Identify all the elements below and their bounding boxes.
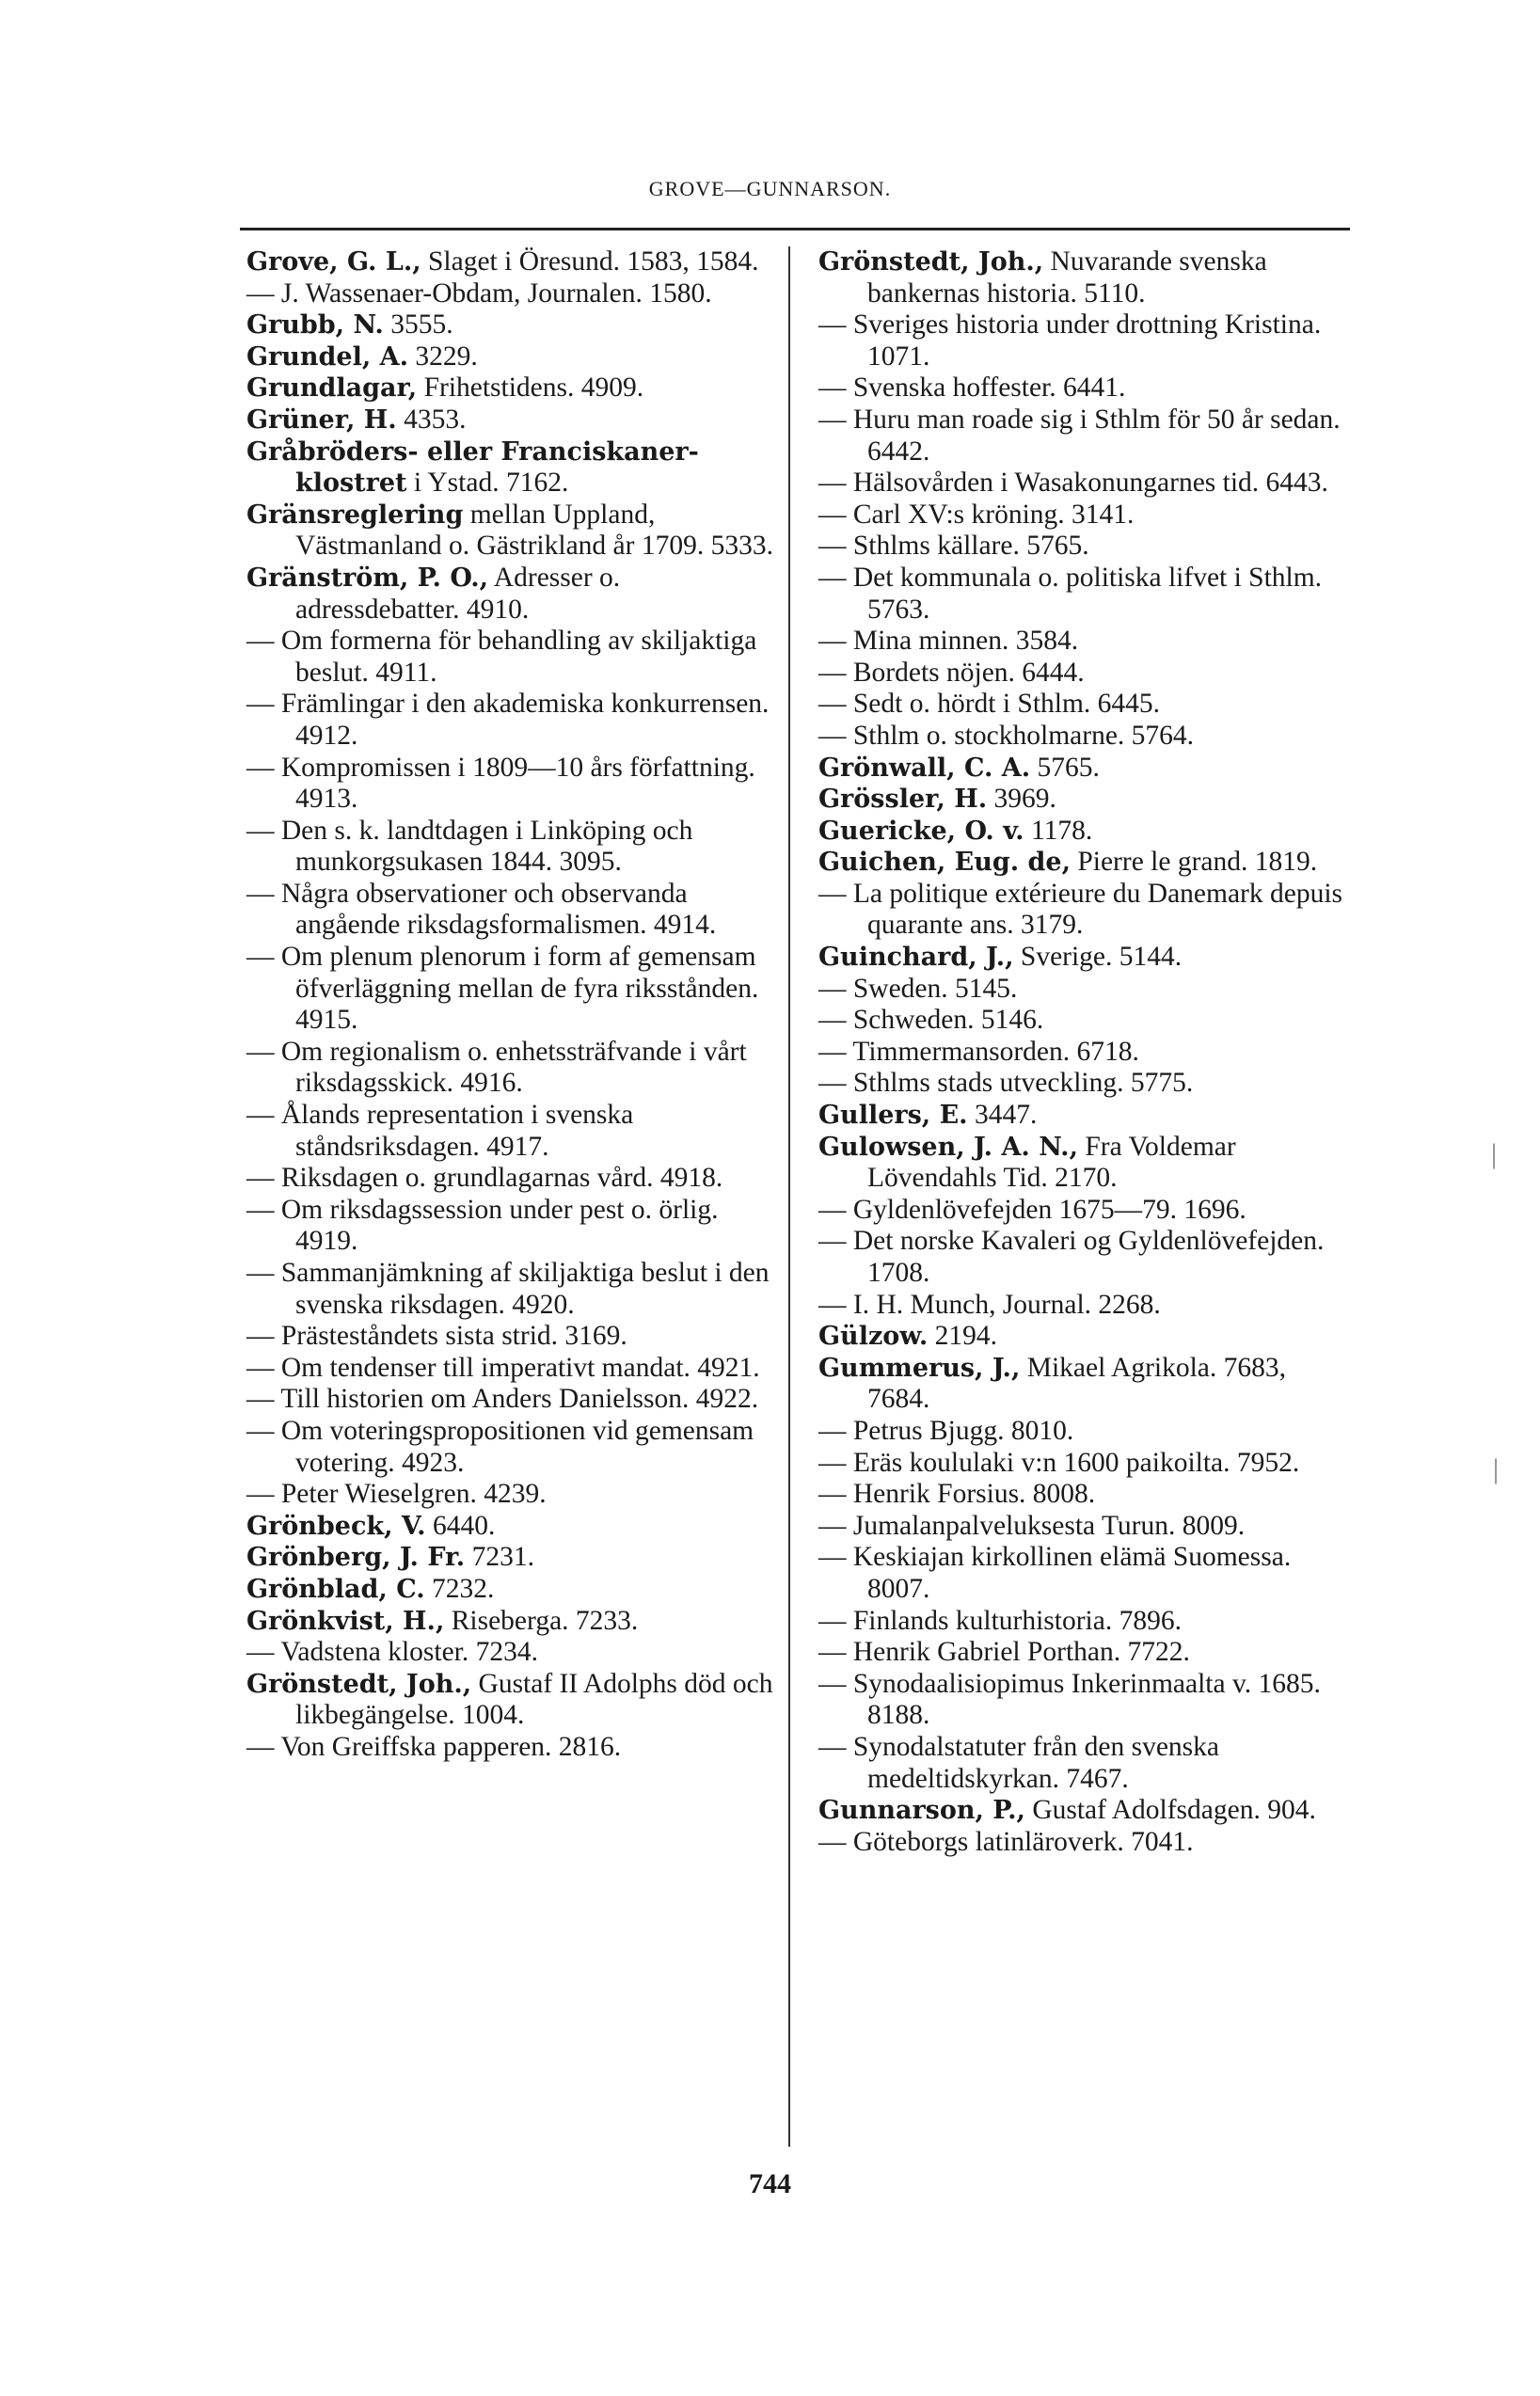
index-entry <box>246 942 778 1037</box>
running-header: GROVE—GUNNARSON. <box>648 177 892 200</box>
entry-text: — Sedt o. hördt i Sthlm. 6445. <box>818 689 1161 720</box>
entry-text: — Om voteringspropositionen vid gemensam votering. 4923. <box>246 1415 754 1478</box>
index-entry <box>246 500 778 563</box>
entry-text: — Bordets nöjen. 6444. <box>818 657 1085 688</box>
entry-text: Gustaf Adolfsdagen. 904. <box>1024 1795 1316 1826</box>
entry-author: Grove, G. L., <box>246 247 421 277</box>
entry-text: — Om plenum plenorum i form af gemensam öfverläggning mellan de fyra riksstånden. 4915. <box>246 942 759 1036</box>
entry-text: — Keskiajan kirkollinen elämä Suomessa. 8007. <box>818 1542 1292 1604</box>
index-entry <box>818 1669 1355 1732</box>
entry-text: Gustaf II Adolphs död och likbegängelse. 1004. <box>295 1668 773 1731</box>
entry-text: Slaget i Öresund. 1583, 1584. <box>421 246 759 277</box>
entry-author: Gränström, P. O., <box>246 563 489 593</box>
entry-text: — J. Wassenaer-Obdam, Journalen. 1580. <box>246 278 712 309</box>
index-entry <box>818 1448 1355 1480</box>
entry-text: 1178. <box>1024 815 1093 846</box>
page-number: 744 <box>749 2168 791 2199</box>
index-entry <box>246 246 778 278</box>
index-entry <box>818 784 1355 816</box>
entry-text: — Henrik Forsius. 8008. <box>818 1479 1096 1510</box>
entry-text: — Carl XV:s kröning. 3141. <box>818 499 1135 530</box>
index-entry <box>246 1384 778 1416</box>
index-entry <box>818 500 1355 532</box>
entry-text: — Främlingar i den akademiska konkurrensen. 4912. <box>246 689 770 751</box>
entry-author: Grönstedt, Joh., <box>246 1669 472 1699</box>
index-entry <box>818 1542 1355 1605</box>
entry-text: — Kompromissen i 1809—10 års författning. 4913. <box>246 752 755 815</box>
entry-author: Grönblad, C. <box>246 1574 425 1604</box>
index-entry <box>246 626 778 689</box>
index-entry <box>818 1290 1355 1322</box>
index-entry <box>818 816 1355 848</box>
index-entry <box>246 1511 778 1543</box>
index-entry <box>246 436 778 500</box>
entry-author: Gummerus, J., <box>818 1353 1021 1383</box>
entry-text: — Hälsovården i Wasakonungarnes tid. 6443. <box>818 468 1328 499</box>
entry-text: — Det kommunala o. politiska lifvet i Sthlm. 5763. <box>818 562 1323 625</box>
index-entry <box>818 1511 1355 1543</box>
index-entry <box>246 689 778 752</box>
index-entry <box>246 1321 778 1353</box>
index-entry <box>818 1732 1355 1795</box>
entry-author: Gråbröders- eller Franciskaner-klostret <box>246 436 699 499</box>
entry-text: 3229. <box>408 341 478 372</box>
entry-text: 7232. <box>424 1573 495 1604</box>
index-entry <box>246 1353 778 1385</box>
index-entry <box>818 1637 1355 1669</box>
index-entry <box>818 531 1355 563</box>
entry-text: — Om tendenser till imperativt mandat. 4921. <box>246 1352 760 1383</box>
entry-text: — Sammanjämkning af skiljaktiga beslut i den svenska riksdagen. 4920. <box>246 1258 770 1320</box>
entry-text: — Ålands representation i svenska ståndsriksdagen. 4917. <box>246 1100 634 1162</box>
index-entry <box>818 1321 1355 1353</box>
index-entry <box>818 1226 1355 1289</box>
entry-text: — Sveriges historia under drottning Kristina. 1071. <box>818 309 1322 372</box>
index-entry <box>246 1606 778 1638</box>
index-entry <box>246 1669 778 1732</box>
entry-text: — Prästeståndets sista strid. 3169. <box>246 1321 627 1352</box>
index-entry <box>246 1100 778 1163</box>
index-entry <box>818 373 1355 405</box>
entry-text: — Sweden. 5145. <box>818 973 1018 1004</box>
entry-author: Gränsreglering <box>246 500 464 530</box>
entry-text: Mikael Agrikola. 7683, 7684. <box>867 1352 1287 1415</box>
index-entry <box>818 1606 1355 1638</box>
index-entry <box>246 879 778 942</box>
entry-text: 7231. <box>465 1542 534 1573</box>
entry-author: Grundel, A. <box>246 341 409 372</box>
entry-author: Guinchard, J., <box>818 943 1014 973</box>
column-divider <box>788 246 790 2147</box>
entry-text: Adresser o. adressdebatter. 4910. <box>295 562 621 625</box>
entry-text: Sverige. 5144. <box>1013 942 1183 973</box>
index-entry <box>818 1353 1355 1416</box>
entry-text: — Riksdagen o. grundlagarnas vård. 4918. <box>246 1163 723 1194</box>
index-entry <box>818 1416 1355 1448</box>
entry-text: 5765. <box>1030 752 1100 783</box>
entry-author: Gullers, E. <box>818 1101 968 1131</box>
index-entry <box>246 1416 778 1479</box>
entry-author: Grönberg, J. Fr. <box>246 1543 466 1573</box>
index-entry <box>246 1637 778 1669</box>
entry-text: — Eräs koululaki v:n 1600 paikoilta. 7952. <box>818 1447 1300 1478</box>
entry-author: Grössler, H. <box>818 785 988 815</box>
header-rule <box>240 228 1350 230</box>
entry-text: — Några observationer och observanda angående riksdagsformalismen. 4914. <box>246 878 717 941</box>
entry-author: Grundlagar, <box>246 373 418 404</box>
index-entry <box>818 468 1355 500</box>
entry-text: — Svenska hoffester. 6441. <box>818 373 1126 404</box>
entry-author: Guericke, O. v. <box>818 816 1024 846</box>
index-entry <box>818 689 1355 721</box>
entry-text: 3555. <box>383 309 453 341</box>
entry-text: — Von Greiffska papperen. 2816. <box>246 1731 622 1762</box>
margin-mark: | <box>1493 1453 1500 1484</box>
index-entry <box>818 1195 1355 1227</box>
entry-author: Guichen, Eug. de, <box>818 848 1071 878</box>
entry-text: — Det norske Kavaleri og Gyldenlövefejden. 1708. <box>818 1226 1325 1288</box>
entry-text: — Petrus Bjugg. 8010. <box>818 1415 1074 1446</box>
entry-author: Grönkvist, H., <box>246 1606 445 1636</box>
entry-author: Grüner, H. <box>246 405 397 435</box>
index-entry <box>818 1827 1355 1859</box>
index-entry <box>246 278 778 310</box>
index-entry <box>818 246 1355 309</box>
entry-text: — Huru man roade sig i Sthlm för 50 år sedan. 6442. <box>818 404 1341 467</box>
entry-text: — Peter Wieselgren. 4239. <box>246 1479 547 1510</box>
index-entry <box>246 1195 778 1258</box>
entry-text: — Sthlm o. stockholmarne. 5764. <box>818 720 1195 751</box>
entry-text: — Göteborgs latinläroverk. 7041. <box>818 1826 1194 1857</box>
entry-text: 3447. <box>967 1100 1038 1131</box>
entry-text: — Sthlms stads utveckling. 5775. <box>818 1068 1194 1099</box>
entry-text: Riseberga. 7233. <box>444 1605 639 1636</box>
index-entry <box>818 753 1355 785</box>
margin-mark: | <box>1491 1138 1498 1169</box>
entry-author: Grönstedt, Joh., <box>818 247 1044 277</box>
index-entry <box>818 721 1355 753</box>
index-entry <box>246 1574 778 1606</box>
entry-text: — Om formerna för behandling av skiljaktiga beslut. 4911. <box>246 626 757 688</box>
index-entry <box>246 309 778 341</box>
entry-text: Pierre le grand. 1819. <box>1070 847 1318 878</box>
entry-text: i Ystad. 7162. <box>406 468 569 499</box>
index-entry <box>246 816 778 879</box>
index-entry <box>818 1100 1355 1132</box>
index-entry <box>818 405 1355 468</box>
index-entry <box>246 1542 778 1574</box>
index-entry <box>246 1732 778 1764</box>
entry-text: 3969. <box>987 784 1056 815</box>
entry-text: — Jumalanpalveluksesta Turun. 8009. <box>818 1510 1246 1541</box>
index-entry <box>246 405 778 436</box>
index-entry <box>246 1258 778 1321</box>
entry-text: 6440. <box>425 1510 496 1541</box>
index-entry <box>818 974 1355 1006</box>
entry-text: — Till historien om Anders Danielsson. 4922. <box>246 1384 759 1415</box>
index-entry <box>818 563 1355 626</box>
entry-text: — Gyldenlövefejden 1675—79. 1696. <box>818 1194 1246 1225</box>
index-entry <box>246 753 778 816</box>
entry-author: Grubb, N. <box>246 310 384 341</box>
entry-text: — Om riksdagssession under pest o. örlig. 4919. <box>246 1194 719 1257</box>
entry-author: Gunnarson, P., <box>818 1796 1025 1826</box>
entry-text: Nuvarande svenska bankernas historia. 5110. <box>867 246 1267 309</box>
entry-text: — Synodalstatuter från den svenska medeltidskyrkan. 7467. <box>818 1731 1220 1794</box>
index-entry <box>246 341 778 373</box>
index-entry <box>818 942 1355 974</box>
index-entry <box>818 847 1355 879</box>
entry-text: — Synodaalisiopimus Inkerinmaalta v. 1685. 8188. <box>818 1668 1321 1731</box>
index-entry <box>818 658 1355 690</box>
index-entry <box>246 373 778 405</box>
index-entry <box>818 1005 1355 1037</box>
index-entry <box>246 563 778 626</box>
entry-text: — Om regionalism o. enhetssträfvande i vårt riksdagsskick. 4916. <box>246 1036 747 1099</box>
entry-text: — Mina minnen. 3584. <box>818 626 1079 657</box>
entry-text: 4353. <box>396 404 467 435</box>
entry-author: Grönwall, C. A. <box>818 753 1031 783</box>
entry-text: mellan Uppland, Västmanland o. Gästrikland år 1709. 5333. <box>295 499 773 562</box>
entry-text: Fra Voldemar Lövendahls Tid. 2170. <box>867 1131 1236 1194</box>
entry-text: — Henrik Gabriel Porthan. 7722. <box>818 1637 1190 1668</box>
index-entry <box>818 309 1355 373</box>
entry-author: Gülzow. <box>818 1322 929 1352</box>
entry-text: — La politique extérieure du Danemark depuis quarante ans. 3179. <box>818 878 1343 941</box>
index-entry <box>246 1479 778 1511</box>
index-entry <box>246 1037 778 1100</box>
entry-text: — Schweden. 5146. <box>818 1005 1044 1036</box>
index-entry <box>818 1037 1355 1069</box>
entry-text: — I. H. Munch, Journal. 2268. <box>818 1289 1161 1320</box>
entry-author: Gulowsen, J. A. N., <box>818 1132 1078 1162</box>
entry-text: Frihetstidens. 4909. <box>417 373 644 404</box>
right-column <box>818 246 1355 1858</box>
index-entry <box>818 1795 1355 1827</box>
entry-text: — Finlands kulturhistoria. 7896. <box>818 1605 1182 1636</box>
entry-text: — Timmermansorden. 6718. <box>818 1036 1139 1067</box>
index-entry <box>818 1132 1355 1195</box>
left-column <box>246 246 778 1764</box>
entry-author: Grönbeck, V. <box>246 1511 426 1541</box>
index-entry <box>246 1163 778 1195</box>
entry-text: 2194. <box>928 1321 997 1352</box>
index-entry <box>818 1068 1355 1100</box>
index-entry <box>818 879 1355 942</box>
entry-text: — Den s. k. landtdagen i Linköping och munkorgsukasen 1844. 3095. <box>246 815 693 878</box>
entry-text: — Vadstena kloster. 7234. <box>246 1637 538 1668</box>
index-entry <box>818 1479 1355 1511</box>
entry-text: — Sthlms källare. 5765. <box>818 531 1089 562</box>
index-entry <box>818 626 1355 658</box>
